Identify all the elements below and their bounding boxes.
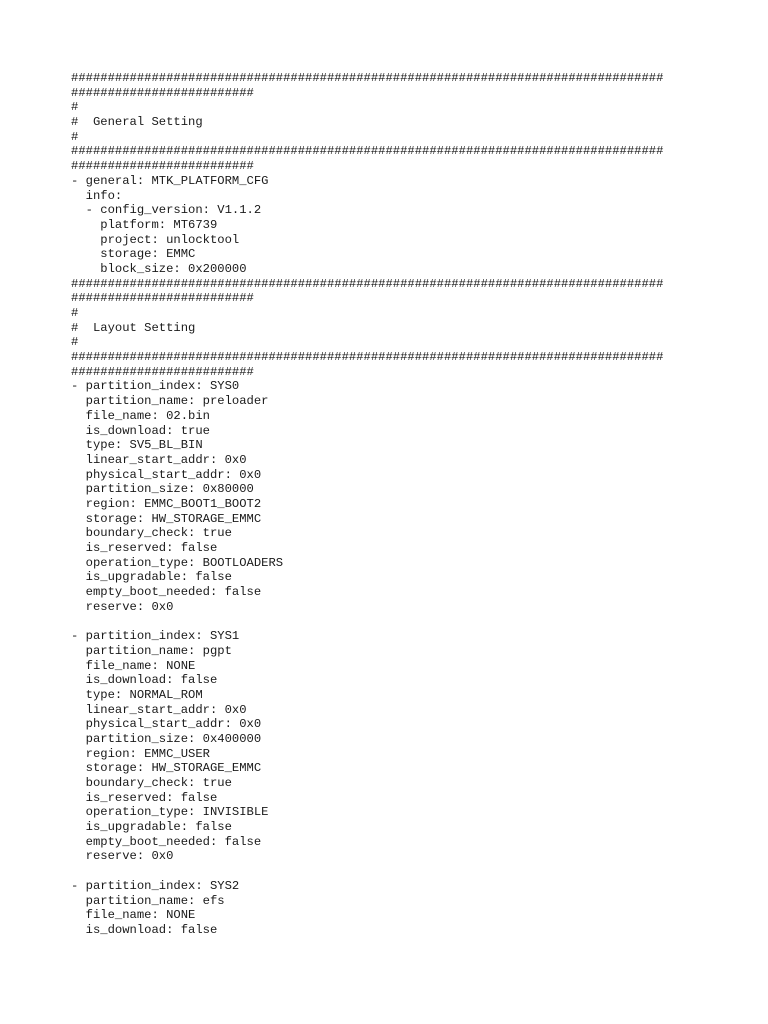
text-line: # bbox=[71, 335, 79, 350]
blank-line bbox=[71, 614, 761, 629]
text-line: block_size: 0x200000 bbox=[71, 261, 247, 276]
text-line: ######################### bbox=[71, 364, 254, 379]
text-line: linear_start_addr: 0x0 bbox=[71, 452, 247, 467]
text-line: reserve: 0x0 bbox=[71, 849, 174, 864]
text-line: - general: MTK_PLATFORM_CFG bbox=[71, 173, 269, 188]
text-line: is_upgradable: false bbox=[71, 570, 232, 585]
text-line: partition_name: pgpt bbox=[71, 643, 232, 658]
text-line: physical_start_addr: 0x0 bbox=[71, 717, 262, 732]
text-line: region: EMMC_BOOT1_BOOT2 bbox=[71, 496, 262, 511]
text-line: partition_size: 0x400000 bbox=[71, 731, 262, 746]
text-line: platform: MT6739 bbox=[71, 217, 218, 232]
text-line: empty_boot_needed: false bbox=[71, 834, 262, 849]
text-line: storage: HW_STORAGE_EMMC bbox=[71, 511, 262, 526]
text-line: partition_name: preloader bbox=[71, 394, 269, 409]
text-line: ################################################################################# bbox=[71, 276, 664, 291]
text-line: # General Setting bbox=[71, 115, 203, 130]
text-line: ######################### bbox=[71, 85, 254, 100]
text-line: ################################################################################# bbox=[71, 71, 664, 85]
text-line: empty_boot_needed: false bbox=[71, 585, 262, 600]
text-line: operation_type: INVISIBLE bbox=[71, 805, 269, 820]
text-line: - partition_index: SYS2 bbox=[71, 878, 240, 893]
text-line: is_upgradable: false bbox=[71, 820, 232, 835]
text-line: - partition_index: SYS0 bbox=[71, 379, 240, 394]
text-line: reserve: 0x0 bbox=[71, 599, 174, 614]
text-line: type: SV5_BL_BIN bbox=[71, 438, 203, 453]
text-line: project: unlocktool bbox=[71, 232, 240, 247]
text-line: operation_type: BOOTLOADERS bbox=[71, 555, 284, 570]
text-line: - partition_index: SYS1 bbox=[71, 629, 240, 644]
text-line: is_download: true bbox=[71, 423, 210, 438]
text-line: storage: HW_STORAGE_EMMC bbox=[71, 761, 262, 776]
text-line: ######################### bbox=[71, 291, 254, 306]
text-line: storage: EMMC bbox=[71, 247, 196, 262]
text-line: is_reserved: false bbox=[71, 541, 218, 555]
text-line: region: EMMC_USER bbox=[71, 746, 210, 761]
text-line: file_name: NONE bbox=[71, 658, 196, 673]
text-line: ################################################################################# bbox=[71, 350, 664, 365]
text-line: # Layout Setting bbox=[71, 320, 196, 335]
text-line: is_download: false bbox=[71, 673, 218, 688]
blank-line bbox=[71, 864, 761, 879]
text-line: boundary_check: true bbox=[71, 526, 232, 541]
text-line: partition_name: efs bbox=[71, 893, 225, 908]
text-line: linear_start_addr: 0x0 bbox=[71, 702, 247, 717]
text-line: # bbox=[71, 306, 79, 320]
text-line: # bbox=[71, 129, 79, 144]
text-line: - config_version: V1.1.2 bbox=[71, 203, 262, 218]
text-line: file_name: 02.bin bbox=[71, 408, 210, 423]
text-line: boundary_check: true bbox=[71, 776, 232, 790]
scatter-file-text bbox=[71, 71, 761, 938]
text-line: is_download: false bbox=[71, 922, 218, 937]
text-line: type: NORMAL_ROM bbox=[71, 687, 203, 702]
text-line: is_reserved: false bbox=[71, 790, 218, 805]
text-line: # bbox=[71, 100, 79, 115]
text-line: partition_size: 0x80000 bbox=[71, 482, 254, 497]
text-line: ######################### bbox=[71, 159, 254, 174]
text-line: physical_start_addr: 0x0 bbox=[71, 467, 262, 482]
text-line: file_name: NONE bbox=[71, 908, 196, 923]
text-line: info: bbox=[71, 188, 123, 203]
text-line: ################################################################################# bbox=[71, 144, 664, 159]
